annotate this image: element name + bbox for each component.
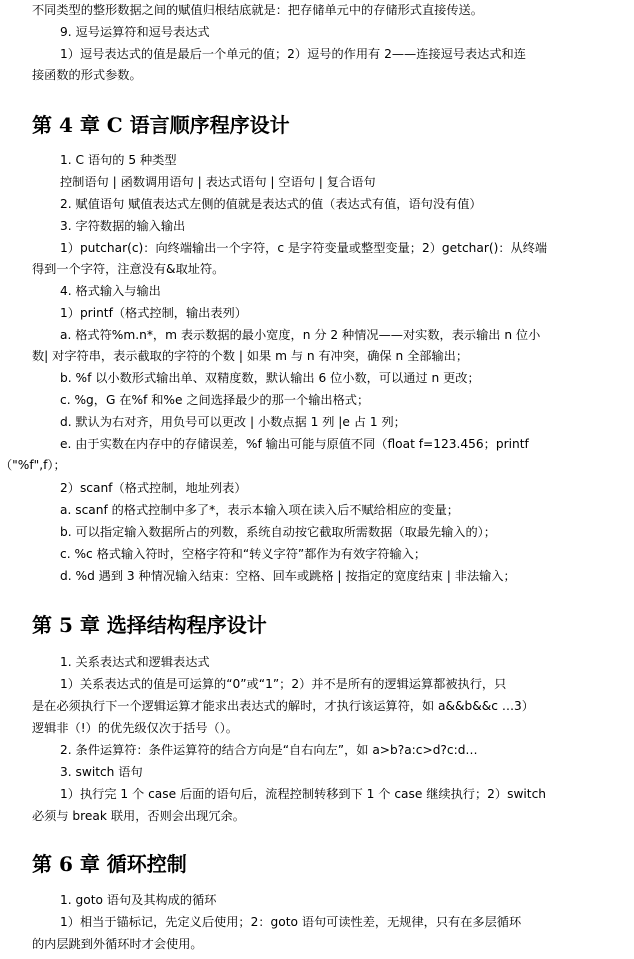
ch5-line: 1）执行完 1 个 case 后面的语句后，流程控制转移到下 1 个 case 继续执行；2）switch — [60, 787, 547, 801]
chapter-5-title: 第 5 章 选择结构程序设计 — [32, 613, 267, 637]
ch4-line: 控制语句 | 函数调用语句 | 表达式语句 | 空语句 | 复合语句 — [60, 175, 376, 189]
ch5-line: 3. switch 语句 — [60, 765, 143, 779]
ch5-line: 1）关系表达式的值是可运算的“0”或“1”；2）并不是所有的逻辑运算都被执行，只 — [60, 677, 507, 691]
ch5-line: 必须与 break 联用，否则会出现冗余。 — [32, 809, 245, 823]
ch6-line: 的内层跳到外循环时才会使用。 — [32, 937, 203, 951]
ch4-line: d. %d 遇到 3 种情况输入结束：空格、回车或跳格 | 按指定的宽度结束 | 非法输入； — [60, 569, 516, 583]
ch4-line: 得到一个字符，注意没有&取址符。 — [32, 262, 225, 276]
ch5-line: 是在必须执行下一个逻辑运算才能求出表达式的解时，才执行该运算符，如 a&&b&&c …3） — [32, 699, 534, 713]
ch4-line: a. 格式符%m.n*，m 表示数据的最小宽度，n 分 2 种情况——对实数，表示输出 n 位小 — [60, 328, 541, 342]
ch4-line: 1）putchar(c)：向终端输出一个字符，c 是字符变量或整型变量；2）getchar()：从终端 — [60, 241, 548, 255]
ch5-line: 逻辑非（!）的优先级仅次于括号（）。 — [32, 721, 238, 735]
ch4-line: b. 可以指定输入数据所占的列数，系统自动按它截取所需数据（取最先输入的）； — [60, 525, 496, 539]
ch5-line: 2. 条件运算符：条件运算符的结合方向是“自右向左”，如 a>b?a:c>d?c:d… — [60, 743, 478, 757]
ch4-line: c. %c 格式输入符时，空格字符和“转义字符”都作为有效字符输入； — [60, 547, 427, 561]
intro-line-4: 接函数的形式参数。 — [32, 68, 142, 82]
chapter-4-title: 第 4 章 C 语言顺序程序设计 — [32, 113, 290, 137]
ch4-line: 2）scanf（格式控制，地址列表） — [60, 481, 247, 495]
ch4-line: d. 默认为右对齐，用负号可以更改 | 小数点据 1 列 |e 占 1 列； — [60, 415, 406, 429]
ch4-line: （"%f",f）； — [0, 458, 66, 472]
ch4-line: c. %g，G 在%f 和%e 之间选择最少的那一个输出格式； — [60, 393, 370, 407]
ch4-line: a. scanf 的格式控制中多了*，表示本输入项在读入后不赋给相应的变量； — [60, 503, 459, 517]
ch4-line: b. %f 以小数形式输出单、双精度数，默认输出 6 位小数，可以通过 n 更改； — [60, 371, 480, 385]
ch4-line: 4. 格式输入与输出 — [60, 284, 161, 298]
ch6-line: 1. goto 语句及其构成的循环 — [60, 893, 217, 907]
ch4-line: 3. 字符数据的输入输出 — [60, 219, 186, 233]
ch4-line: 2. 赋值语句 赋值表达式左侧的值就是表达式的值（表达式有值，语句没有值） — [60, 197, 482, 211]
ch6-line: 1）相当于锚标记，先定义后使用；2：goto 语句可读性差，无规律，只有在多层循环 — [60, 915, 522, 929]
ch4-line: 数| 对字符串，表示截取的字符的个数 | 如果 m 与 n 有冲突，确保 n 全部输出； — [32, 349, 469, 363]
intro-heading-comma: 9. 逗号运算符和逗号表达式 — [60, 25, 210, 39]
chapter-6-title: 第 6 章 循环控制 — [32, 852, 187, 876]
intro-line-1: 不同类型的整形数据之间的赋值归根结底就是：把存储单元中的存储形式直接传送。 — [32, 3, 483, 17]
ch5-line: 1. 关系表达式和逻辑表达式 — [60, 655, 210, 669]
ch4-line: 1. C 语句的 5 种类型 — [60, 153, 177, 167]
intro-line-3: 1）逗号表达式的值是最后一个单元的值；2）逗号的作用有 2——连接逗号表达式和连 — [60, 47, 526, 61]
ch4-line: 1）printf（格式控制，输出表列） — [60, 306, 247, 320]
ch4-line: e. 由于实数在内存中的存储误差，%f 输出可能与原值不同（float f=123.456；printf — [60, 437, 529, 451]
